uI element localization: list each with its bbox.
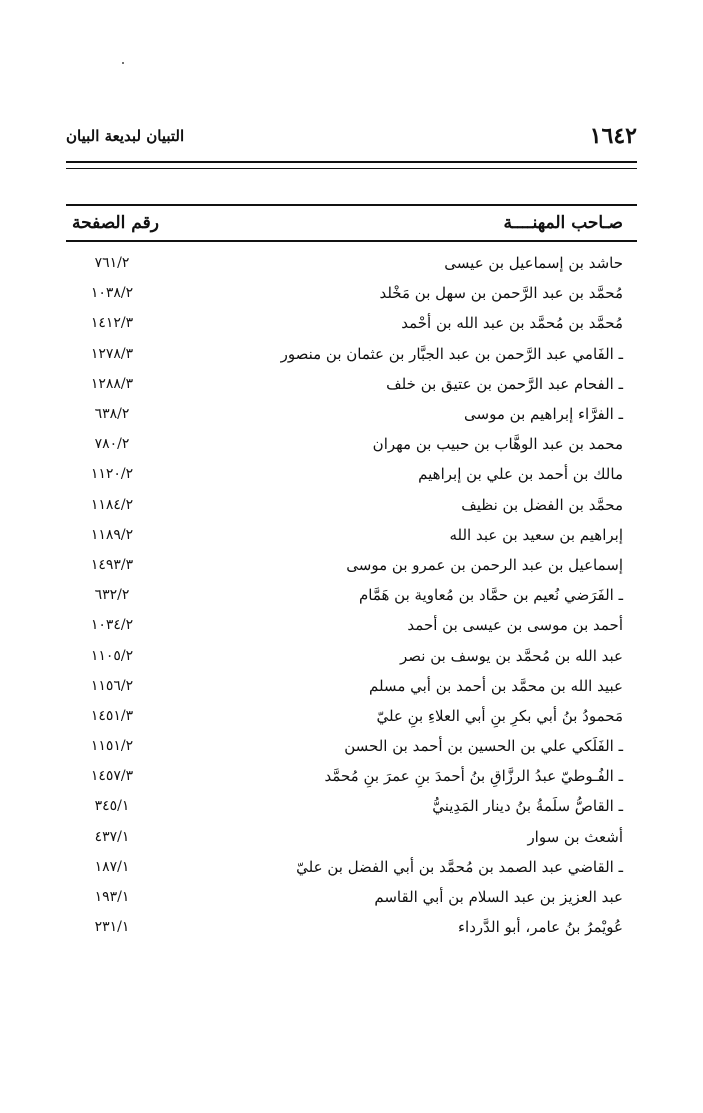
- person-name: أشعث بن سوار: [527, 827, 623, 846]
- column-header-profession: صـاحب المهنــــة: [503, 213, 623, 233]
- page-reference: ١٤٥١/٣: [90, 707, 134, 724]
- table-row: [66, 822, 637, 852]
- table-row: [66, 459, 637, 489]
- page-reference: ١٤٥٧/٣: [90, 768, 134, 785]
- page-reference: ٦٣٨/٢: [94, 406, 130, 423]
- professions-index-table: [66, 204, 637, 942]
- page-reference: ١٤٩٣/٣: [90, 556, 134, 573]
- table-row: [66, 278, 637, 308]
- page-reference: ١١٥٦/٢: [90, 677, 134, 694]
- page-reference: ١١٠٥/٢: [90, 647, 134, 664]
- page-reference: ١٤١٢/٣: [90, 315, 134, 332]
- table-row: [66, 761, 637, 791]
- person-name: محمد بن عبد الوهَّاب بن حبيب بن مهران: [372, 435, 623, 454]
- table-row: [66, 640, 637, 670]
- person-name: ـ الفَامي عبد الرَّحمن بن عبد الجبَّار بن عثمان بن منصور: [280, 344, 623, 363]
- table-row: [66, 490, 637, 520]
- person-name: ـ الفَرَضي نُعيم بن حمَّاد بن مُعاوية بن هَمَّام: [358, 586, 623, 605]
- page-reference: ٢٣١/١: [94, 919, 130, 936]
- person-name: عُويْمرُ بنُ عامر، أبو الدَّرداء: [457, 918, 623, 937]
- person-name: ـ الفَلَكي علي بن الحسين بن أحمد بن الحسن: [344, 737, 623, 756]
- table-body: [66, 248, 637, 942]
- table-row: [66, 610, 637, 640]
- person-name: أحمد بن موسى بن عيسى بن أحمد: [407, 616, 623, 635]
- table-row: [66, 731, 637, 761]
- person-name: ـ القاصُّ سلَمةُ بنُ دينار المَدِينيُّ: [432, 797, 623, 816]
- page-reference: ٧٦١/٢: [94, 255, 130, 272]
- person-name: مالك بن أحمد بن علي بن إبراهيم: [418, 465, 623, 484]
- table-row: [66, 550, 637, 580]
- person-name: ـ القاضي عبد الصمد بن مُحمَّد بن أبي الفضل بن عليّ: [296, 857, 623, 876]
- page-reference: ١٠٣٤/٢: [90, 617, 134, 634]
- page-reference: ١٢٨٨/٣: [90, 375, 134, 392]
- person-name: مُحمَّد بن عبد الرَّحمن بن سهل بن مَخْلد: [379, 284, 623, 303]
- page-reference: ٧٨٠/٢: [94, 436, 130, 453]
- table-row: [66, 399, 637, 429]
- table-row: [66, 369, 637, 399]
- page-reference: ١١٨٤/٢: [90, 496, 134, 513]
- page-number: ١٦٤٢: [589, 123, 637, 149]
- page-reference: ١١٥١/٢: [90, 738, 134, 755]
- page-reference: ٤٣٧/١: [94, 828, 130, 845]
- page-reference: ٣٤٥/١: [94, 798, 130, 815]
- person-name: عبيد الله بن محمَّد بن أحمد بن أبي مسلم: [368, 676, 623, 695]
- column-header-page: رقم الصفحة: [72, 213, 159, 233]
- person-name: ـ الفحام عبد الرَّحمن بن عتيق بن خلف: [386, 374, 623, 393]
- person-name: مُحمَّد بن مُحمَّد بن عبد الله بن أحْمد: [401, 314, 623, 333]
- table-row: [66, 429, 637, 459]
- table-header: [66, 204, 637, 242]
- page-reference: ١٢٧٨/٣: [90, 345, 134, 362]
- table-row: [66, 339, 637, 369]
- person-name: ـ الفُـوطيّ عبدُ الرزَّاقِ بنُ أحمدَ بنِ عمرَ بنِ مُحمَّد: [324, 767, 623, 786]
- person-name: محمَّد بن الفضل بن نظيف: [461, 495, 623, 514]
- page-reference: ١٩٣/١: [94, 889, 130, 906]
- table-row: [66, 912, 637, 942]
- person-name: عبد العزيز بن عبد السلام بن أبي القاسم: [374, 888, 623, 907]
- table-row: [66, 791, 637, 821]
- stray-mark: [122, 62, 124, 64]
- page-reference: ٦٣٢/٢: [94, 587, 130, 604]
- book-title: التبيان لبديعة البيان: [66, 127, 185, 145]
- table-row: [66, 701, 637, 731]
- page-reference: ١١٨٩/٢: [90, 526, 134, 543]
- table-row: [66, 520, 637, 550]
- person-name: إبراهيم بن سعيد بن عبد الله: [449, 525, 623, 544]
- header-divider: [66, 161, 637, 169]
- table-row: [66, 671, 637, 701]
- person-name: مَحمودُ بنُ أبي بكرِ بنِ أبي العلاءِ بنِ عليّ: [376, 706, 623, 725]
- page-header: [66, 118, 637, 154]
- table-row: [66, 580, 637, 610]
- table-row: [66, 248, 637, 278]
- table-row: [66, 882, 637, 912]
- person-name: ـ الفرَّاء إبراهيم بن موسى: [464, 405, 623, 424]
- page-reference: ١٨٧/١: [94, 858, 130, 875]
- table-row: [66, 308, 637, 338]
- page-reference: ١٠٣٨/٢: [90, 285, 134, 302]
- table-row: [66, 852, 637, 882]
- page-reference: ١١٢٠/٢: [90, 466, 134, 483]
- person-name: حاشد بن إسماعيل بن عيسى: [444, 254, 623, 273]
- person-name: إسماعيل بن عبد الرحمن بن عمرو بن موسى: [346, 555, 623, 574]
- person-name: عبد الله بن مُحمَّد بن يوسف بن نصر: [400, 646, 623, 665]
